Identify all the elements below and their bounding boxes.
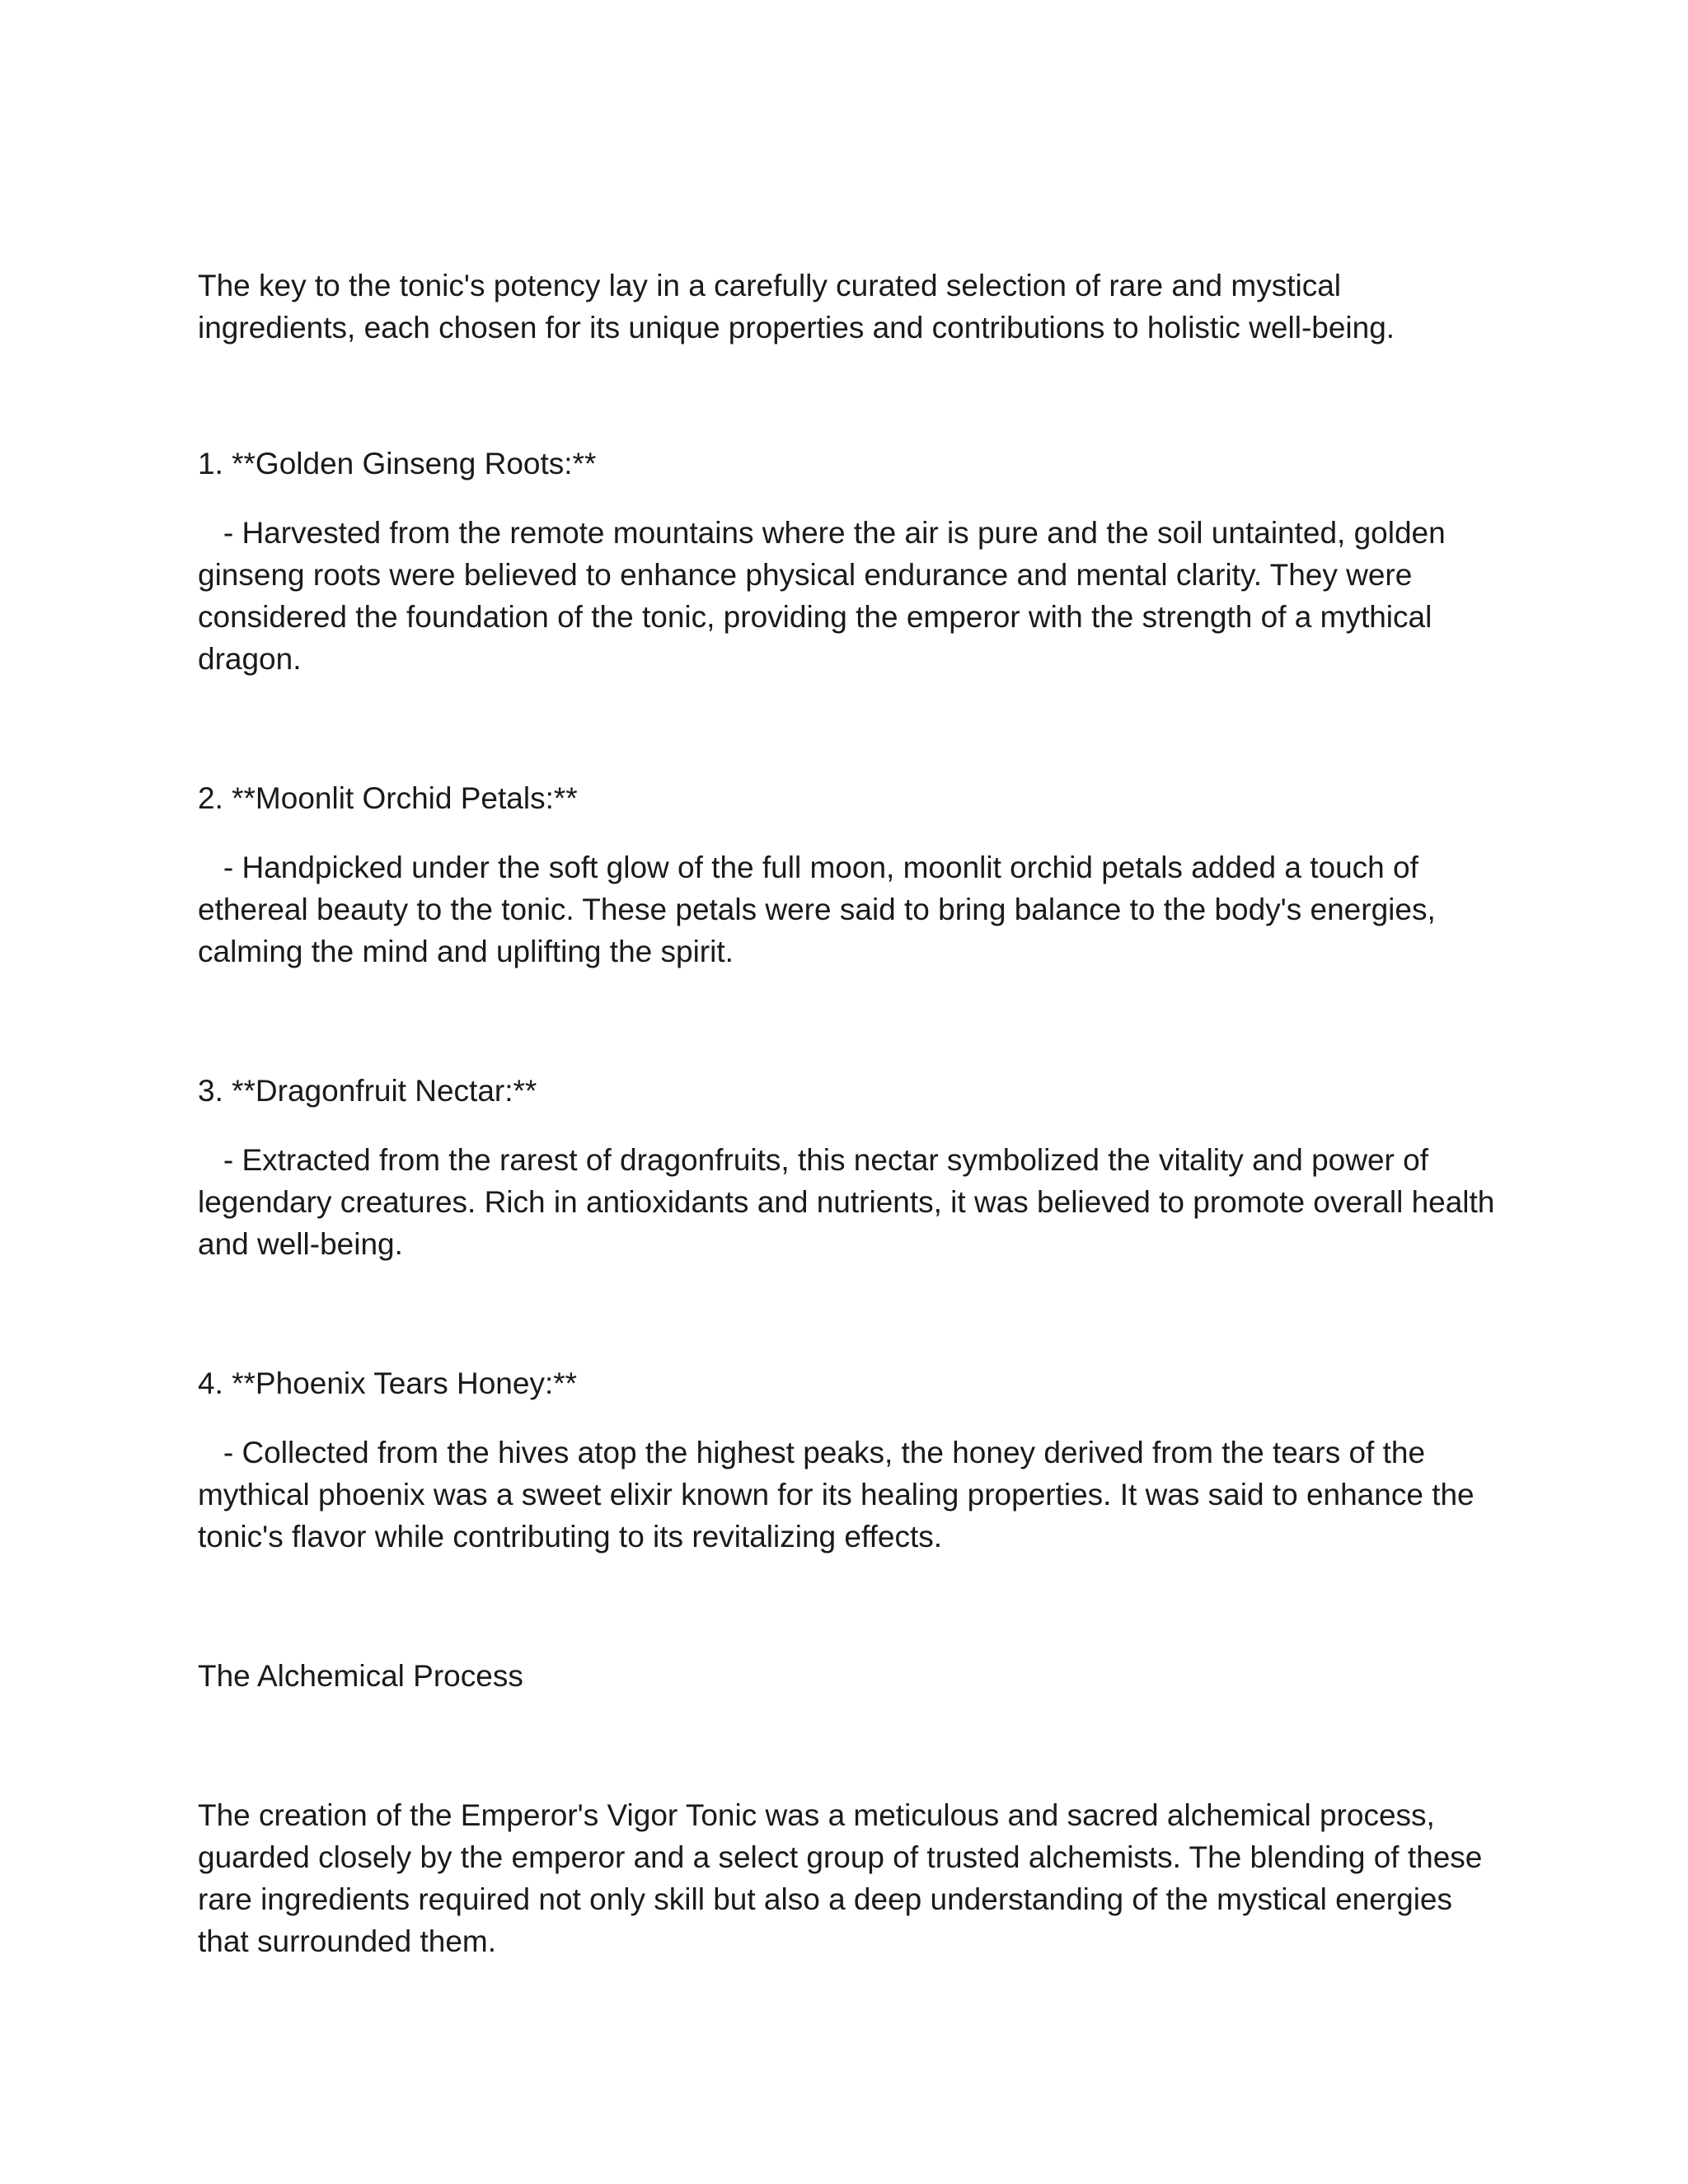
ingredient-description-moonlit-orchid: - Handpicked under the soft glow of the full moon, moonlit orchid petals added a touch of ethereal beauty to the tonic. These petals were said to bring balance to the body's energies, calming the mind and uplifting the spirit. bbox=[198, 851, 1445, 968]
ingredient-description-phoenix-tears: - Collected from the hives atop the highest peaks, the honey derived from the tears of the mythical phoenix was a sweet elixir known for its healing properties. It was said to enhance the tonic's flavor while contributing to its revitalizing effects. bbox=[198, 1436, 1483, 1554]
ingredient-description-golden-ginseng: - Harvested from the remote mountains where the air is pure and the soil untainted, golden ginseng roots were believed to enhance physical endurance and mental clarity. They were considered the foundation of the tonic, providing the emperor with the strength of a mythical dragon. bbox=[198, 516, 1454, 676]
ingredient-heading-golden-ginseng: 1. **Golden Ginseng Roots:** bbox=[198, 447, 597, 480]
ingredient-heading-dragonfruit: 3. **Dragonfruit Nectar:** bbox=[198, 1074, 537, 1108]
ingredient-heading-moonlit-orchid: 2. **Moonlit Orchid Petals:** bbox=[198, 781, 578, 815]
ingredient-description-dragonfruit: - Extracted from the rarest of dragonfruits, this nectar symbolized the vitality and power of legendary creatures. Rich in antioxidants and nutrients, it was believed to promote overall health and well-being. bbox=[198, 1143, 1503, 1261]
section-title: The Alchemical Process bbox=[198, 1659, 523, 1693]
ingredient-heading-phoenix-tears: 4. **Phoenix Tears Honey:** bbox=[198, 1366, 578, 1400]
intro-paragraph: The key to the tonic's potency lay in a carefully curated selection of rare and mystical ingredients, each chosen for its unique properties and contributions to holistic well-being. bbox=[198, 269, 1395, 344]
section-body-paragraph: The creation of the Emperor's Vigor Tonic was a meticulous and sacred alchemical process, guarded closely by the emperor and a select group of trusted alchemists. The blending of these rare ingredients required not only skill but also a deep understanding of the mystical energies that surrounded them. bbox=[198, 1798, 1491, 1958]
